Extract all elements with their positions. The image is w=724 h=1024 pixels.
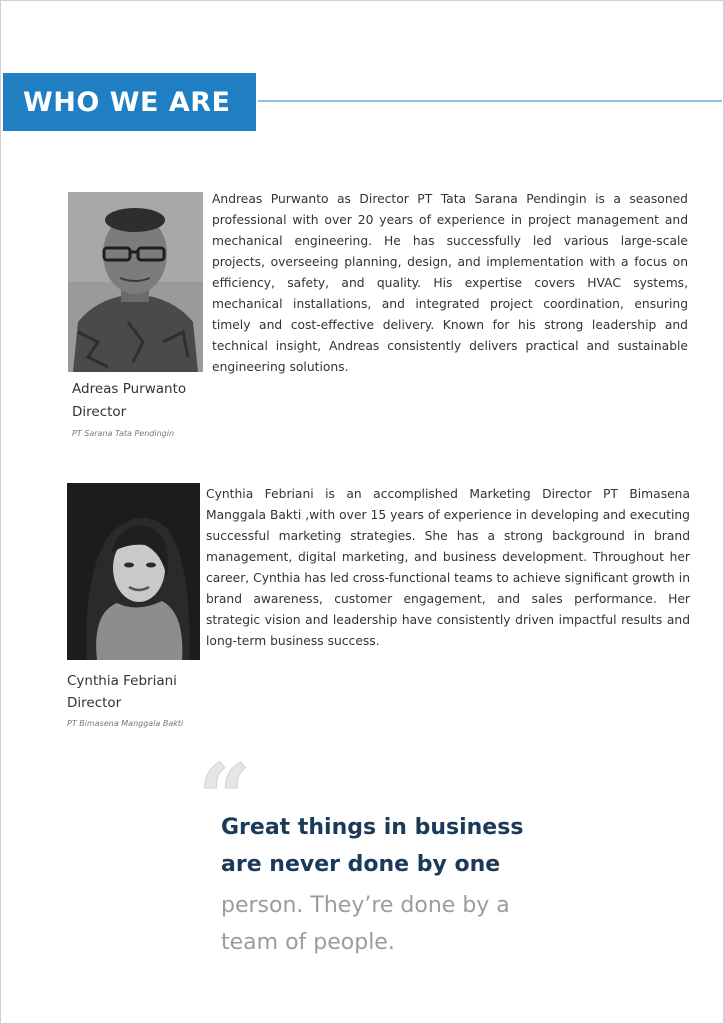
header-divider [258,100,722,102]
profile-company: PT Sarana Tata Pendingin [72,429,175,438]
quote-line: Great things in business [221,815,524,840]
quote-mark-icon: “ [198,744,251,852]
quote-line: person. They’re done by a [221,893,510,918]
profile-photo-andreas [68,192,203,372]
quote-line: team of people. [221,930,395,955]
profile-bio: Cynthia Febriani is an accomplished Marketing Director PT Bimasena Manggala Bakti ,with over 15 years of experience in developing and executing successful marketing strategies. She has a strong background in brand management, digital marketing, and business development. Throughout her career, Cynthia has led cross-functional teams to achieve significant growth in brand awareness, customer engagement, and sales performance. Her strategic vision and leadership have consistently driven impactful results and long-term business success. [206,487,690,648]
profile-name: Adreas Purwanto [72,381,187,397]
profile-role: Director [72,404,127,420]
profile-bio: Andreas Purwanto as Director PT Tata Sarana Pendingin is a seasoned professional with over 20 years of experience in project management and mechanical engineering. He has successfully led various large-scale projects, overseeing planning, design, and implementation with a focus on efficiency, safety, and quality. His expertise covers HVAC systems, mechanical installations, and integrated project coordination, ensuring timely and cost-effective delivery. Known for his strong leadership and technical insight, Andreas consistently delivers practical and sustainable engineering solutions. [212,192,688,374]
quote-line: are never done by one [221,852,501,877]
profile-company: PT Bimasena Manggala Bakti [67,719,184,728]
section-title: WHO WE ARE [3,73,256,131]
profile-role: Director [67,695,122,711]
profile-photo-cynthia [67,483,200,660]
profile-name: Cynthia Febriani [67,673,177,689]
